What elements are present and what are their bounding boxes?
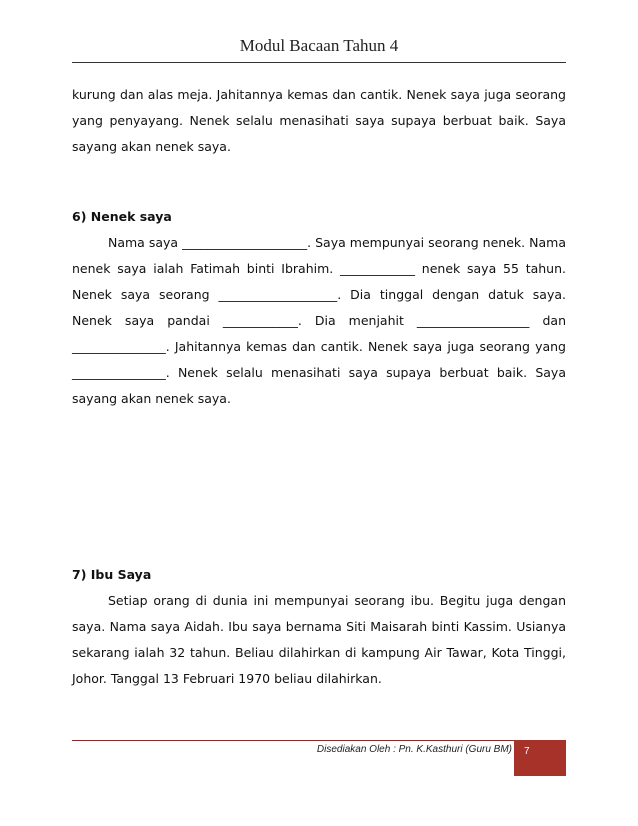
section-6-paragraph: Nama saya ____________________. Saya mempunyai seorang nenek. Nama nenek saya ialah Fatimah binti Ibrahim. ____________ nenek saya 55 tahun. Nenek saya seorang ___________________. Dia tinggal dengan datuk saya. Nenek saya pandai ____________. Dia menjahit __________________ dan _______________. Jahitannya kemas dan cantik. Nenek saya juga seorang yang _______________. Nenek selalu menasihati saya supaya berbuat baik. Saya sayang akan nenek saya. — [72, 235, 566, 406]
section-7-title: 7) Ibu Saya — [72, 567, 152, 582]
footer-divider — [72, 740, 566, 741]
continued-paragraph: kurung dan alas meja. Jahitannya kemas dan cantik. Nenek saya juga seorang yang penyayang. Nenek selalu menasihati saya supaya berbuat baik. Saya sayang akan nenek saya. — [72, 87, 566, 154]
section-6-title: 6) Nenek saya — [72, 209, 172, 224]
page-header-title: Modul Bacaan Tahun 4 — [239, 36, 399, 55]
page-number-box — [514, 740, 566, 776]
header-divider — [72, 62, 566, 63]
blank-space — [72, 412, 566, 562]
footer-credit: Disediakan Oleh : Pn. K.Kasthuri (Guru BM) — [316, 744, 512, 755]
document-body — [72, 82, 566, 692]
page-number: 7 — [524, 746, 530, 757]
section-7-paragraph: Setiap orang di dunia ini mempunyai seorang ibu. Begitu juga dengan saya. Nama saya Aidah. Ibu saya bernama Siti Maisarah binti Kassim. Usianya sekarang ialah 32 tahun. Beliau dilahirkan di kampung Air Tawar, Kota Tinggi, Johor. Tanggal 13 Februari 1970 beliau dilahirkan. — [72, 593, 566, 686]
